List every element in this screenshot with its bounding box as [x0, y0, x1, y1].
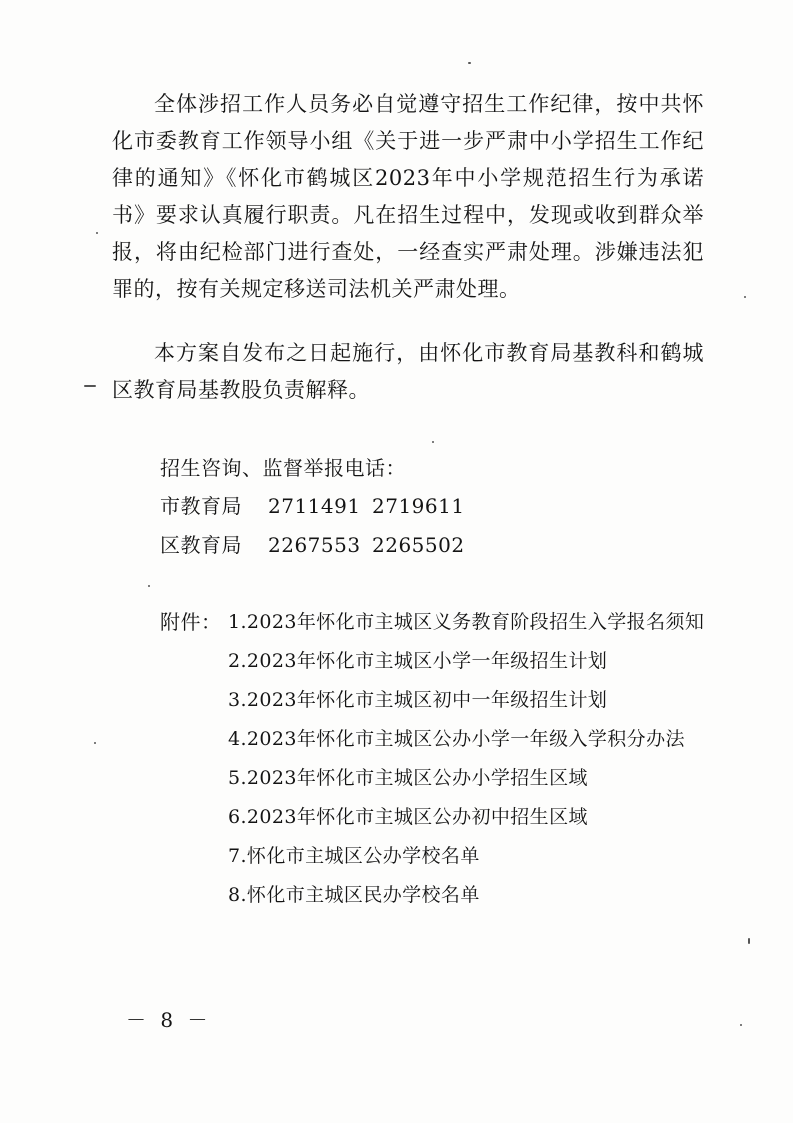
attachment-item: 7.怀化市主城区公办学校名单	[228, 845, 480, 867]
attachment-item: 4.2023年怀化市主城区公办小学一年级入学积分办法	[228, 728, 685, 750]
attachment-item: 5.2023年怀化市主城区公办小学招生区域	[228, 767, 588, 789]
scan-speck	[84, 385, 96, 387]
scan-speck	[740, 1024, 742, 1026]
body-paragraph-effective-date: 本方案自发布之日起施行，由怀化市教育局基教科和鹤城区教育局基教股负责解释。	[112, 341, 704, 402]
page-number: － 8 －	[126, 1008, 212, 1032]
contact-phone: 2267553	[268, 533, 361, 557]
scan-speck	[748, 938, 750, 944]
scan-speck	[744, 296, 746, 298]
body-paragraph-discipline: 全体涉招工作人员务必自觉遵守招生工作纪律，按中共怀化市委教育工作领导小组《关于进一步严肃中小学招生工作纪律的通知》《怀化市鹤城区2023年中小学规范招生行为承诺书》要求认真履行职责。凡在招生过程中，发现或收到群众举报，将由纪检部门进行查处，一经查实严肃处理。涉嫌违法犯罪的，按有关规定移送司法机关严肃处理。	[112, 92, 704, 301]
contact-row	[160, 527, 476, 564]
contact-phone: 2265502	[372, 533, 465, 557]
attachment-item: 1.2023年怀化市主城区义务教育阶段招生入学报名须知	[228, 611, 705, 633]
scan-speck	[94, 742, 96, 744]
contact-office: 区教育局	[160, 533, 242, 557]
scan-speck	[148, 585, 150, 587]
scan-speck	[468, 62, 471, 64]
attachment-item: 6.2023年怀化市主城区公办初中招生区域	[228, 806, 588, 828]
attachments-label: 附件：	[160, 610, 222, 634]
attachment-item: 3.2023年怀化市主城区初中一年级招生计划	[228, 689, 608, 711]
contact-office: 市教育局	[160, 494, 242, 518]
contact-phone: 2719611	[372, 494, 465, 518]
contact-heading: 招生咨询、监督举报电话：	[160, 456, 406, 480]
attachment-item: 2.2023年怀化市主城区小学一年级招生计划	[228, 650, 608, 672]
scan-speck	[96, 232, 98, 234]
scan-speck	[432, 441, 434, 443]
contact-row	[160, 488, 476, 525]
contact-phone: 2711491	[268, 494, 361, 518]
attachment-item: 8.怀化市主城区民办学校名单	[228, 884, 480, 906]
